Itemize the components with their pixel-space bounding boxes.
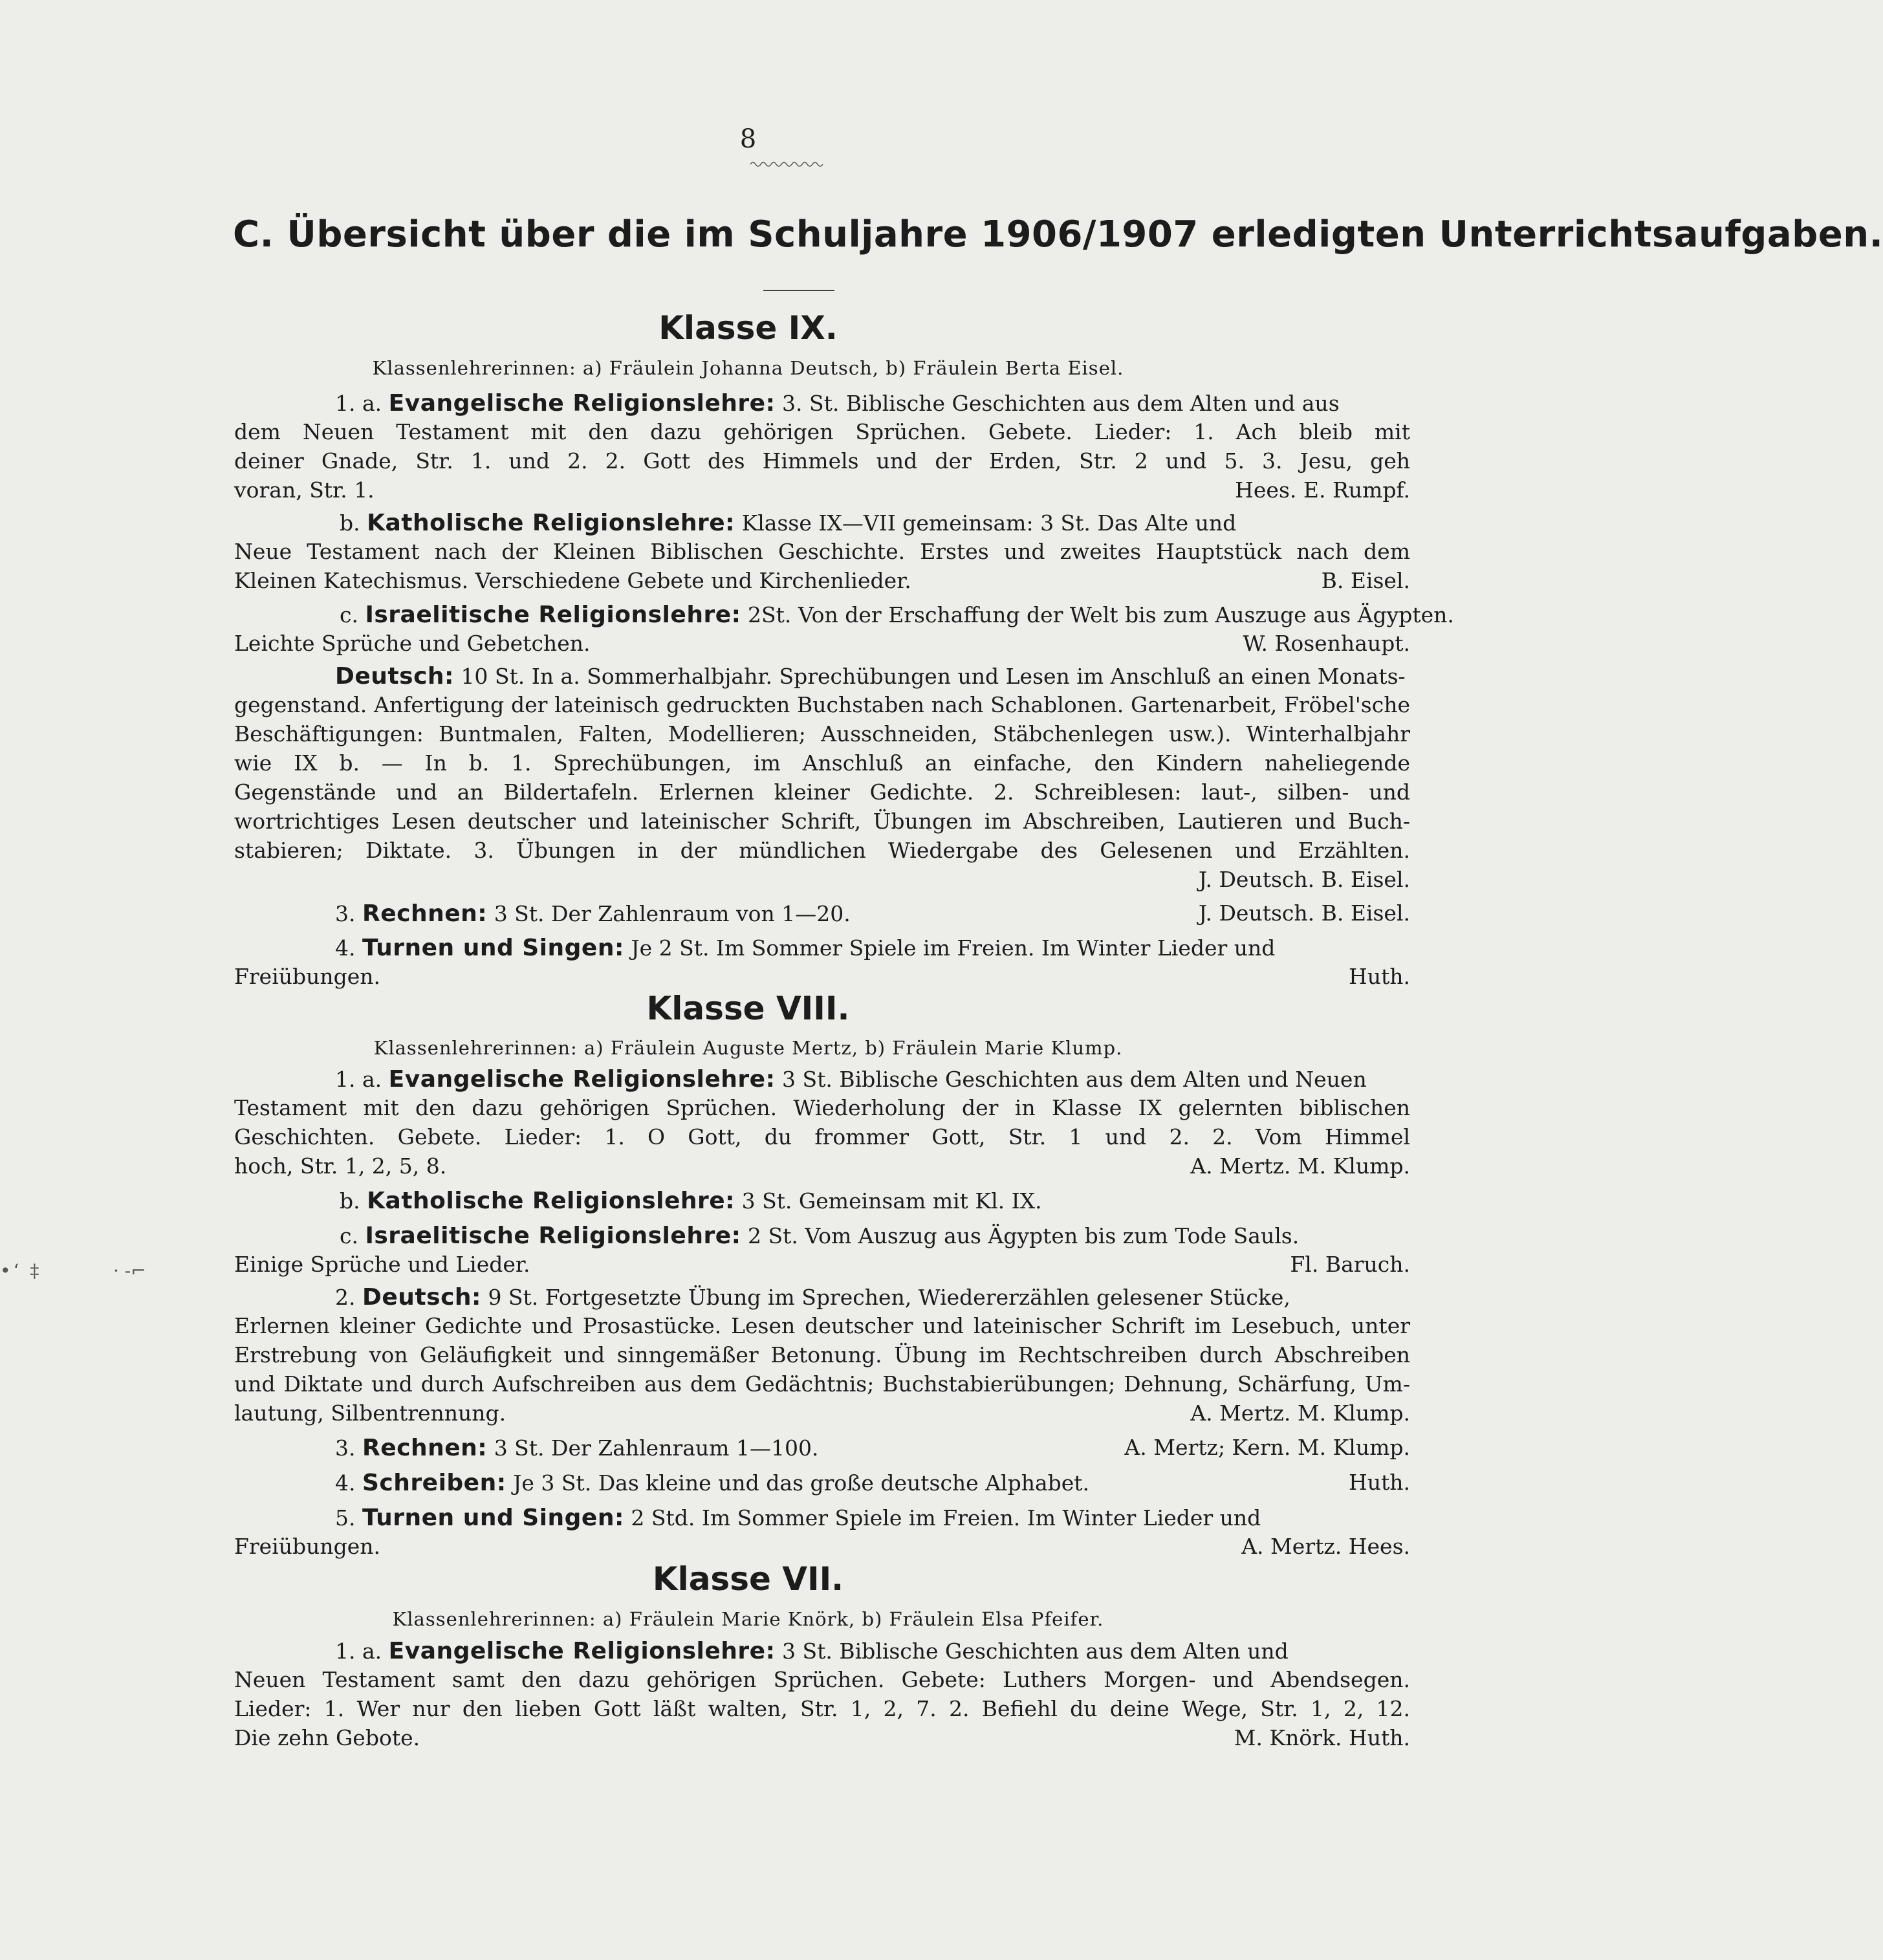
item-text: Freiübungen. (234, 964, 381, 989)
section-heading: C. Übersicht über die im Schuljahre 1906/1907 erledigten Unterrichtsaufgaben. (233, 213, 1883, 256)
text-line: Geschichten. Gebete. Lieder: 1. O Gott, du frommer Gott, Str. 1 und 2. 2. Vom Himmel (234, 1124, 1410, 1149)
subject-heading: Deutsch: (362, 1284, 481, 1311)
subject-heading: Deutsch: (335, 663, 454, 690)
teacher-signature: A. Mertz. Hees. (1241, 1534, 1410, 1559)
item-text: 3 St. Biblische Geschichten aus dem Alten und Neuen (782, 1067, 1367, 1092)
item-text: 10 St. In a. Sommerhalbjahr. Sprechübungen und Lesen im Anschluß an einen Monats- (461, 664, 1406, 689)
text-line (234, 631, 1410, 656)
viii-katholisch-line (340, 1188, 1410, 1214)
klasse-vii-title: Klasse VII. (652, 1560, 844, 1598)
text-line: und Diktate und durch Aufschreiben aus dem Gedächtnis; Buchstabierübungen; Dehnung, Schärfung, Um- (234, 1371, 1410, 1397)
subject-heading: Turnen und Singen: (362, 1505, 624, 1531)
ix-deutsch-line (335, 663, 1410, 690)
item-text: 9 St. Fortgesetzte Übung im Sprechen, Wiedererzählen gelesener Stücke, (488, 1285, 1290, 1310)
item-text: 3 St. Der Zahlenraum von 1—20. (494, 901, 851, 926)
item-text: 3 St. Gemeinsam mit Kl. IX. (741, 1188, 1042, 1214)
item-number: 5. (335, 1505, 356, 1530)
teacher-signature: Hees. E. Rumpf. (1235, 477, 1410, 503)
ix-rechnen-line (335, 900, 1410, 927)
item-number: 1. a. (335, 1639, 382, 1664)
klasse-ix-title: Klasse IX. (659, 309, 838, 347)
item-number: b. (340, 510, 360, 536)
item-number: c. (340, 602, 358, 627)
text-line: Neue Testament nach der Kleinen Biblischen Geschichte. Erstes und zweites Hauptstück nach dem (234, 539, 1410, 564)
teacher-signature: M. Knörk. Huth. (1234, 1725, 1410, 1750)
item-number: c. (340, 1223, 358, 1248)
item-text: Je 2 St. Im Sommer Spiele im Freien. Im Winter Lieder und (631, 935, 1276, 961)
subject-heading: Katholische Religionslehre: (367, 1188, 735, 1214)
margin-mark: · -⌐ (113, 1260, 146, 1281)
subject-heading: Rechnen: (362, 1435, 488, 1461)
text-line: Gegenstände und an Bildertafeln. Erlernen kleiner Gedichte. 2. Schreiblesen: laut-, silben- und (234, 779, 1410, 805)
page-number: 8 (739, 124, 757, 154)
item-number: 4. (335, 1470, 356, 1496)
text-line: Erlernen kleiner Gedichte und Prosastücke. Lesen deutscher und lateinischer Schrift im Lesebuch, unter (234, 1313, 1410, 1338)
subject-heading: Schreiben: (362, 1470, 506, 1496)
viii-israelitisch-line (340, 1223, 1410, 1249)
item-text: Kleinen Katechismus. Verschiedene Gebete und Kirchenlieder. (234, 568, 911, 593)
klasse-viii-teachers: Klassenlehrerinnen: a) Fräulein Auguste Mertz, b) Fräulein Marie Klump. (373, 1037, 1123, 1059)
ix-katholisch-line (340, 510, 1410, 536)
subject-heading: Israelitische Religionslehre: (365, 1223, 741, 1249)
teacher-signature: Fl. Baruch. (1290, 1252, 1410, 1277)
text-line (234, 964, 1410, 989)
item-text: Freiübungen. (234, 1534, 381, 1559)
klasse-ix-teachers: Klassenlehrerinnen: a) Fräulein Johanna Deutsch, b) Fräulein Berta Eisel. (372, 357, 1124, 379)
item-text: 2 St. Vom Auszug aus Ägypten bis zum Tode Sauls. (748, 1223, 1300, 1248)
item-number: 1. a. (335, 391, 382, 416)
text-line: wortrichtiges Lesen deutscher und lateinischer Schrift, Übungen im Abschreiben, Lautieren und Buch- (234, 809, 1410, 834)
viii-turnen-line (335, 1505, 1410, 1531)
item-text: lautung, Silbentrennung. (234, 1400, 506, 1426)
item-text: Leichte Sprüche und Gebetchen. (234, 631, 591, 656)
item-text: hoch, Str. 1, 2, 5, 8. (234, 1153, 447, 1179)
item-number: b. (340, 1188, 360, 1214)
item-number: 4. (335, 935, 356, 961)
item-number: 1. a. (335, 1067, 382, 1092)
teacher-signature: W. Rosenhaupt. (1243, 631, 1410, 656)
text-line: Neuen Testament samt den dazu gehörigen Sprüchen. Gebete: Luthers Morgen- und Abendsegen. (234, 1667, 1410, 1692)
viii-schreiben-line (335, 1470, 1410, 1496)
ix-israelitisch-line (340, 602, 1454, 628)
text-line: Testament mit den dazu gehörigen Sprüchen. Wiederholung der in Klasse IX gelernten biblischen (234, 1095, 1410, 1120)
subject-heading: Turnen und Singen: (362, 935, 624, 961)
item-text: Einige Sprüche und Lieder. (234, 1252, 530, 1277)
text-line (234, 1534, 1410, 1559)
teacher-signature: A. Mertz; Kern. M. Klump. (1124, 1435, 1410, 1460)
teacher-signature: Huth. (1348, 1470, 1410, 1495)
item-text: 3. St. Biblische Geschichten aus dem Alten und aus (782, 391, 1340, 416)
text-line (234, 1725, 1410, 1750)
subject-heading: Evangelische Religionslehre: (388, 1066, 776, 1093)
text-line: stabieren; Diktate. 3. Übungen in der mündlichen Wiedergabe des Gelesenen und Erzählten. (234, 838, 1410, 863)
viii-evangelisch-line (335, 1066, 1410, 1093)
subject-heading: Evangelische Religionslehre: (388, 1638, 776, 1664)
item-text: Je 3 St. Das kleine und das große deutsche Alphabet. (513, 1470, 1090, 1496)
text-line: gegenstand. Anfertigung der lateinisch gedruckten Buchstaben nach Schablonen. Gartenarbeit, Fröbel'sche (234, 692, 1410, 717)
item-text: 3 St. Biblische Geschichten aus dem Alten und (782, 1639, 1289, 1664)
teacher-signature: A. Mertz. M. Klump. (1190, 1400, 1410, 1426)
text-line (234, 568, 1410, 593)
teacher-signature: J. Deutsch. B. Eisel. (1198, 867, 1410, 892)
teacher-signature: A. Mertz. M. Klump. (1190, 1153, 1410, 1179)
text-line (234, 1153, 1410, 1179)
text-line (234, 1252, 1410, 1277)
item-text: 2St. Von der Erschaffung der Welt bis zum Auszuge aus Ägypten. (748, 602, 1454, 627)
subject-heading: Katholische Religionslehre: (367, 510, 735, 536)
item-text: Die zehn Gebote. (234, 1725, 420, 1750)
text-line: Lieder: 1. Wer nur den lieben Gott läßt walten, Str. 1, 2, 7. 2. Befiehl du deine Wege, Str. 1, 2, 12. (234, 1696, 1410, 1721)
text-line: Erstrebung von Geläufigkeit und sinngemäßer Betonung. Übung im Rechtschreiben durch Abschreiben (234, 1342, 1410, 1367)
item-number: 3. (335, 901, 356, 926)
teacher-signature: J. Deutsch. B. Eisel. (1198, 900, 1410, 926)
klasse-vii-teachers: Klassenlehrerinnen: a) Fräulein Marie Knörk, b) Fräulein Elsa Pfeifer. (392, 1608, 1104, 1630)
klasse-viii-title: Klasse VIII. (646, 990, 850, 1027)
subject-heading: Evangelische Religionslehre: (388, 390, 776, 417)
text-line: Beschäftigungen: Buntmalen, Falten, Modellieren; Ausschneiden, Stäbchenlegen usw.). Winterhalbjahr (234, 721, 1410, 746)
item-text: voran, Str. 1. (234, 477, 375, 503)
text-line (234, 477, 1410, 503)
item-number: 2. (335, 1285, 356, 1310)
ix-turnen-line (335, 935, 1410, 961)
heading-rule (763, 290, 834, 291)
ix-evangelisch-line (335, 390, 1410, 417)
item-text: 3 St. Der Zahlenraum 1—100. (494, 1435, 819, 1461)
item-text: 2 Std. Im Sommer Spiele im Freien. Im Winter Lieder und (631, 1505, 1261, 1530)
text-line: deiner Gnade, Str. 1. und 2. 2. Gott des Himmels und der Erden, Str. 2 und 5. 3. Jesu, geh (234, 448, 1410, 474)
viii-deutsch-line (335, 1284, 1410, 1311)
vii-evangelisch-line (335, 1638, 1410, 1664)
ornament-squiggle (750, 159, 823, 169)
text-line: wie IX b. — In b. 1. Sprechübungen, im Anschluß an einfache, den Kindern naheliegende (234, 750, 1410, 776)
teacher-signature: B. Eisel. (1321, 568, 1410, 593)
item-text: Klasse IX—VII gemeinsam: 3 St. Das Alte und (741, 510, 1237, 536)
viii-rechnen-line (335, 1435, 1410, 1461)
subject-heading: Israelitische Religionslehre: (365, 602, 741, 628)
text-line: dem Neuen Testament mit den dazu gehörigen Sprüchen. Gebete. Lieder: 1. Ach bleib mit (234, 419, 1410, 444)
teacher-signature: Huth. (1348, 964, 1410, 989)
margin-mark: •‘ ‡ (0, 1260, 42, 1281)
text-line (234, 1400, 1410, 1426)
subject-heading: Rechnen: (362, 900, 488, 927)
item-number: 3. (335, 1435, 356, 1461)
